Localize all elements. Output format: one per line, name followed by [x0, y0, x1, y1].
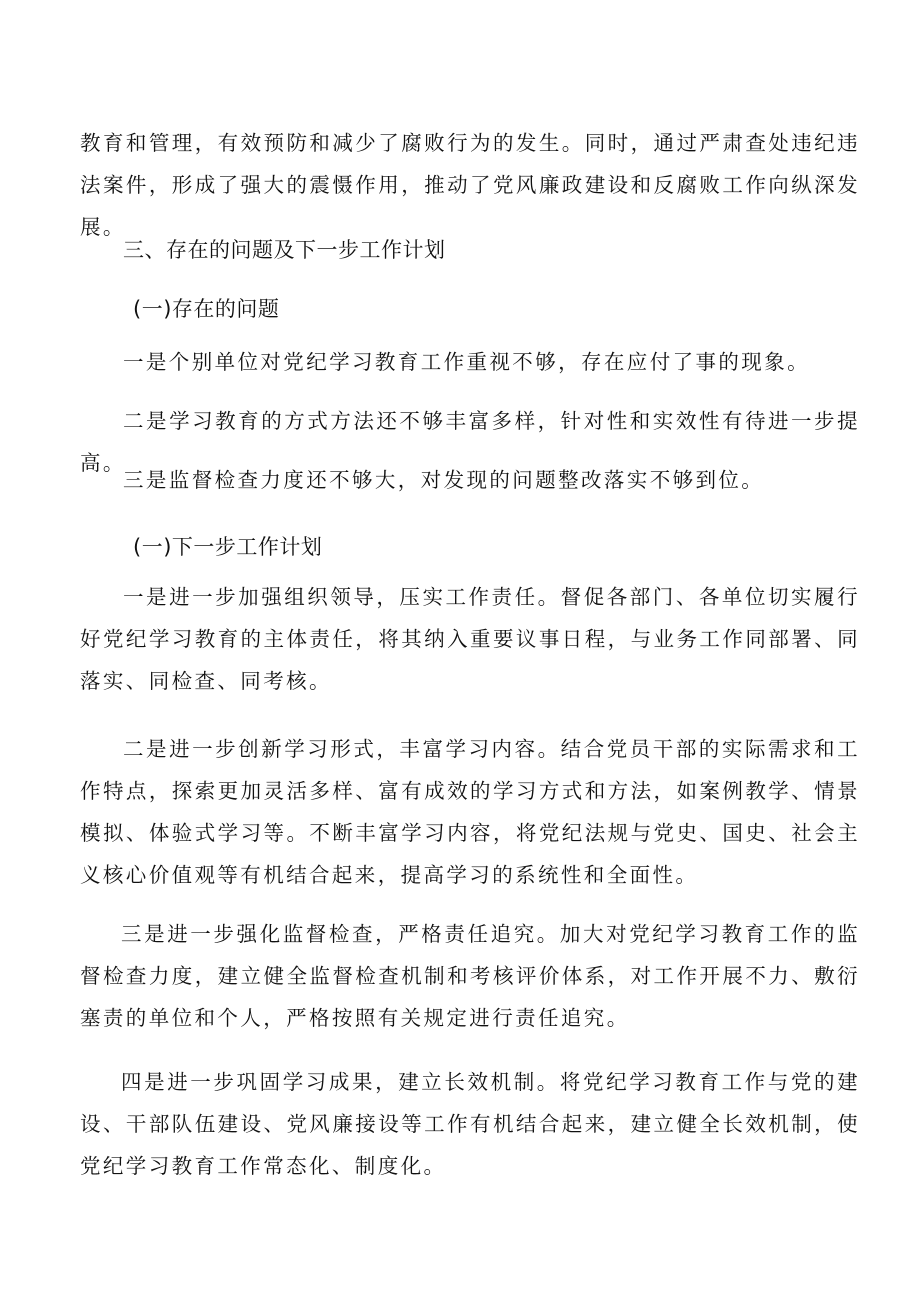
plan-item-1: 一是进一步加强组织领导，压实工作责任。督促各部门、各单位切实履行好党纪学习教育的主体责任，将其纳入重要议事日程，与业务工作同部署、同落实、同检查、同考核。 [80, 585, 860, 693]
plan-item-4: 四是进一步巩固学习成果，建立长效机制。将党纪学习教育工作与党的建设、干部队伍建设、党风廉接设等工作有机结合起来，建立健全长效机制，使党纪学习教育工作常态化、制度化。 [80, 1070, 860, 1178]
plan-item-2: 二是进一步创新学习形式，丰富学习内容。结合党员干部的实际需求和工作特点，探索更加灵活多样、富有成效的学习方式和方法，如案例教学、情景模拟、体验式学习等。不断丰富学习内容，将党纪法规与党史、国史、社会主义核心价值观等有机结合起来，提高学习的系统性和全面性。 [80, 737, 860, 887]
subheading-next-plan: (一)下一步工作计划 [133, 535, 323, 559]
problem-item-2: 二是学习教育的方式方法还不够丰富多样，针对性和实效性有待进一步提高。 [80, 409, 860, 475]
subheading-problems: (一)存在的问题 [133, 297, 280, 321]
problem-item-1: 一是个别单位对党纪学习教育工作重视不够，存在应付了事的现象。 [123, 350, 810, 374]
section-heading-3: 三、存在的问题及下一步工作计划 [123, 238, 446, 262]
problem-item-3: 三是监督检查力度还不够大，对发现的问题整改落实不够到位。 [123, 468, 765, 492]
paragraph-intro: 教育和管理，有效预防和减少了腐败行为的发生。同时，通过严肃查处违纪违法案件，形成了强大的震慑作用，推动了党风廉政建设和反腐败工作向纵深发展。 [80, 131, 860, 239]
plan-item-3: 三是进一步强化监督检查，严格责任追究。加大对党纪学习教育工作的监督检查力度，建立健全监督检查机制和考核评价体系，对工作开展不力、敷衍塞责的单位和个人，严格按照有关规定进行责任追究。 [80, 922, 860, 1030]
